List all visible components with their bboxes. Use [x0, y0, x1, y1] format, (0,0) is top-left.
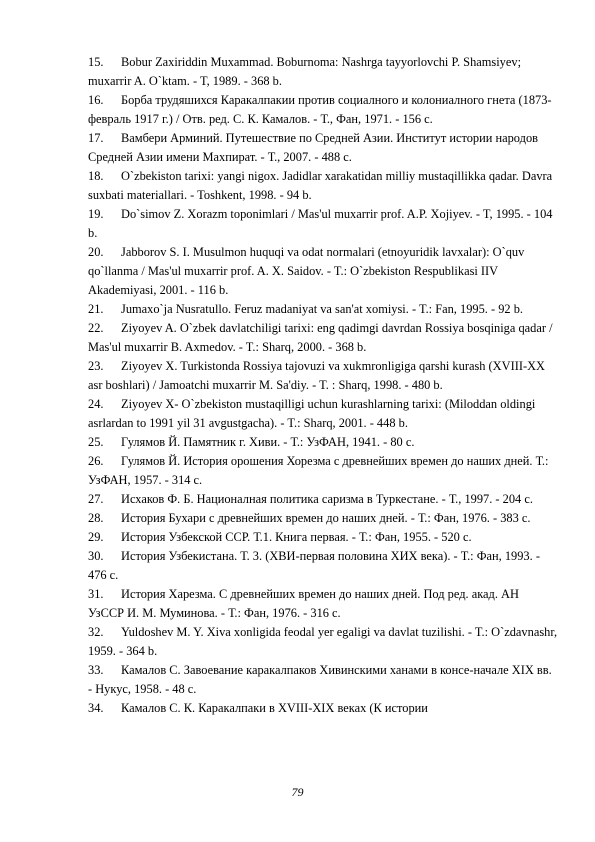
- reference-text: История Узбекской ССР. Т.1. Книга первая. - Т.: Фан, 1955. - 520 с.: [121, 530, 472, 544]
- reference-number: 27.: [88, 492, 104, 506]
- reference-text: Исхаков Ф. Б. Националная политика саризма в Туркестане. - Т., 1997. - 204 с.: [121, 492, 533, 506]
- reference-number: 15.: [88, 55, 104, 69]
- reference-entry: [88, 300, 558, 319]
- reference-text: Do`simov Z. Xorazm toponimlari / Mas'ul muxarrir prof. A.P. Xojiyev. - T, 1995. - 104 b.: [88, 207, 553, 240]
- reference-entry: [88, 395, 558, 433]
- reference-entry: [88, 129, 558, 167]
- reference-text: Ziyoyev A. O`zbek davlatchiligi tarixi: eng qadimgi davrdan Rossiya bosqiniga qadar / Mas'ul muxarrir B. Axmedov. - T.: Sharq, 2000. - 368 b.: [88, 321, 553, 354]
- reference-number: 17.: [88, 131, 104, 145]
- reference-entry: [88, 205, 558, 243]
- reference-number: 18.: [88, 169, 104, 183]
- reference-entry: [88, 91, 558, 129]
- reference-number: 32.: [88, 625, 104, 639]
- reference-entry: [88, 319, 558, 357]
- reference-number: 22.: [88, 321, 104, 335]
- reference-number: 19.: [88, 207, 104, 221]
- reference-text: История Бухари с древнейших времен до наших дней. - Т.: Фан, 1976. - 383 с.: [121, 511, 531, 525]
- reference-text: Вамбери Арминий. Путешествие по Средней Азии. Институт истории народов Средней Азии имени Махпират. - Т., 2007. - 488 с.: [88, 131, 538, 164]
- reference-text: Yuldoshev M. Y. Xiva xonligida feodal yer egaligi va davlat tuzilishi. - T.: O`zdavnashr, 1959. - 364 b.: [88, 625, 558, 658]
- reference-text: Гулямов Й. Памятник г. Хиви. - Т.: УзФАН, 1941. - 80 с.: [121, 435, 415, 449]
- reference-entry: [88, 452, 558, 490]
- reference-number: 26.: [88, 454, 104, 468]
- reference-number: 31.: [88, 587, 104, 601]
- reference-entry: [88, 243, 558, 300]
- reference-number: 20.: [88, 245, 104, 259]
- reference-entry: [88, 585, 558, 623]
- reference-number: 30.: [88, 549, 104, 563]
- reference-text: Bobur Zaxiriddin Muxammad. Boburnoma: Nashrga tayyorlovchi P. Shamsiyev; muxarrir A. O`ktam. - T, 1989. - 368 b.: [88, 55, 522, 88]
- reference-entry: [88, 528, 558, 547]
- reference-text: Камалов С. Завоевание каракалпаков Хивинскими ханами в консе-начале XIX вв. - Нукус, 1958. - 48 с.: [88, 663, 552, 696]
- reference-text: Камалов С. К. Каракалпаки в XVIII-XIX веках (К истории: [121, 701, 428, 715]
- reference-number: 28.: [88, 511, 104, 525]
- reference-text: O`zbekiston tarixi: yangi nigox. Jadidlar xarakatidan milliy mustaqillikka qadar. Davra suxbati materiallari. - Toshkent, 1998. - 94 b.: [88, 169, 553, 202]
- reference-entry: [88, 53, 558, 91]
- reference-entry: [88, 490, 558, 509]
- reference-entry: [88, 433, 558, 452]
- reference-entry: [88, 623, 558, 661]
- reference-number: 21.: [88, 302, 104, 316]
- reference-text: Jumaxo`ja Nusratullo. Feruz madaniyat va san'at xomiysi. - T.: Fan, 1995. - 92 b.: [121, 302, 523, 316]
- reference-text: Ziyoyev X. Turkistonda Rossiya tajovuzi va xukmronligiga qarshi kurash (XVIII-XX asr boshlari) / Jamoatchi muxarrir M. Sa'diy. - T. : Sharq, 1998. - 480 b.: [88, 359, 545, 392]
- reference-number: 25.: [88, 435, 104, 449]
- reference-entry: [88, 167, 558, 205]
- reference-number: 29.: [88, 530, 104, 544]
- reference-number: 34.: [88, 701, 104, 715]
- reference-entry: [88, 699, 558, 718]
- reference-text: История Харезма. С древнейших времен до наших дней. Под ред. акад. АН УзССР И. М. Муминова. - Т.: Фан, 1976. - 316 с.: [88, 587, 519, 620]
- reference-entry: [88, 661, 558, 699]
- reference-text: История Узбекистана. Т. 3. (ХВИ-первая половина ХИХ века). - Т.: Фан, 1993. - 476 с.: [88, 549, 540, 582]
- reference-text: Jabborov S. I. Musulmon huquqi va odat normalari (etnoyuridik lavxalar): O`quv qo`llanma / Mas'ul muxarrir prof. A. X. Saidov. - T.: O`zbekiston Respublikasi IIV Akademiyasi, 2001. - 116 b.: [88, 245, 525, 297]
- page-number: 79: [291, 785, 304, 799]
- reference-number: 23.: [88, 359, 104, 373]
- reference-number: 24.: [88, 397, 104, 411]
- reference-text: Ziyoyev X- O`zbekiston mustaqilligi uchun kurashlarning tarixi: (Miloddan oldingi asrlardan to 1991 yil 31 avgustgacha). - T.: Sharq, 2001. - 448 b.: [88, 397, 536, 430]
- reference-list: [88, 53, 558, 718]
- reference-text: Борба трудяшихся Каракалпакии против социалного и колониалного гнета (1873-февраль 1917 г.) / Отв. ред. С. К. Камалов. - Т., Фан, 1971. - 156 с.: [88, 93, 552, 126]
- reference-text: Гулямов Й. История орошения Хорезма с древнейших времен до наших дней. Т.: УзФАН, 1957. - 314 с.: [88, 454, 549, 487]
- reference-entry: [88, 357, 558, 395]
- reference-entry: [88, 547, 558, 585]
- reference-number: 16.: [88, 93, 104, 107]
- reference-entry: [88, 509, 558, 528]
- reference-number: 33.: [88, 663, 104, 677]
